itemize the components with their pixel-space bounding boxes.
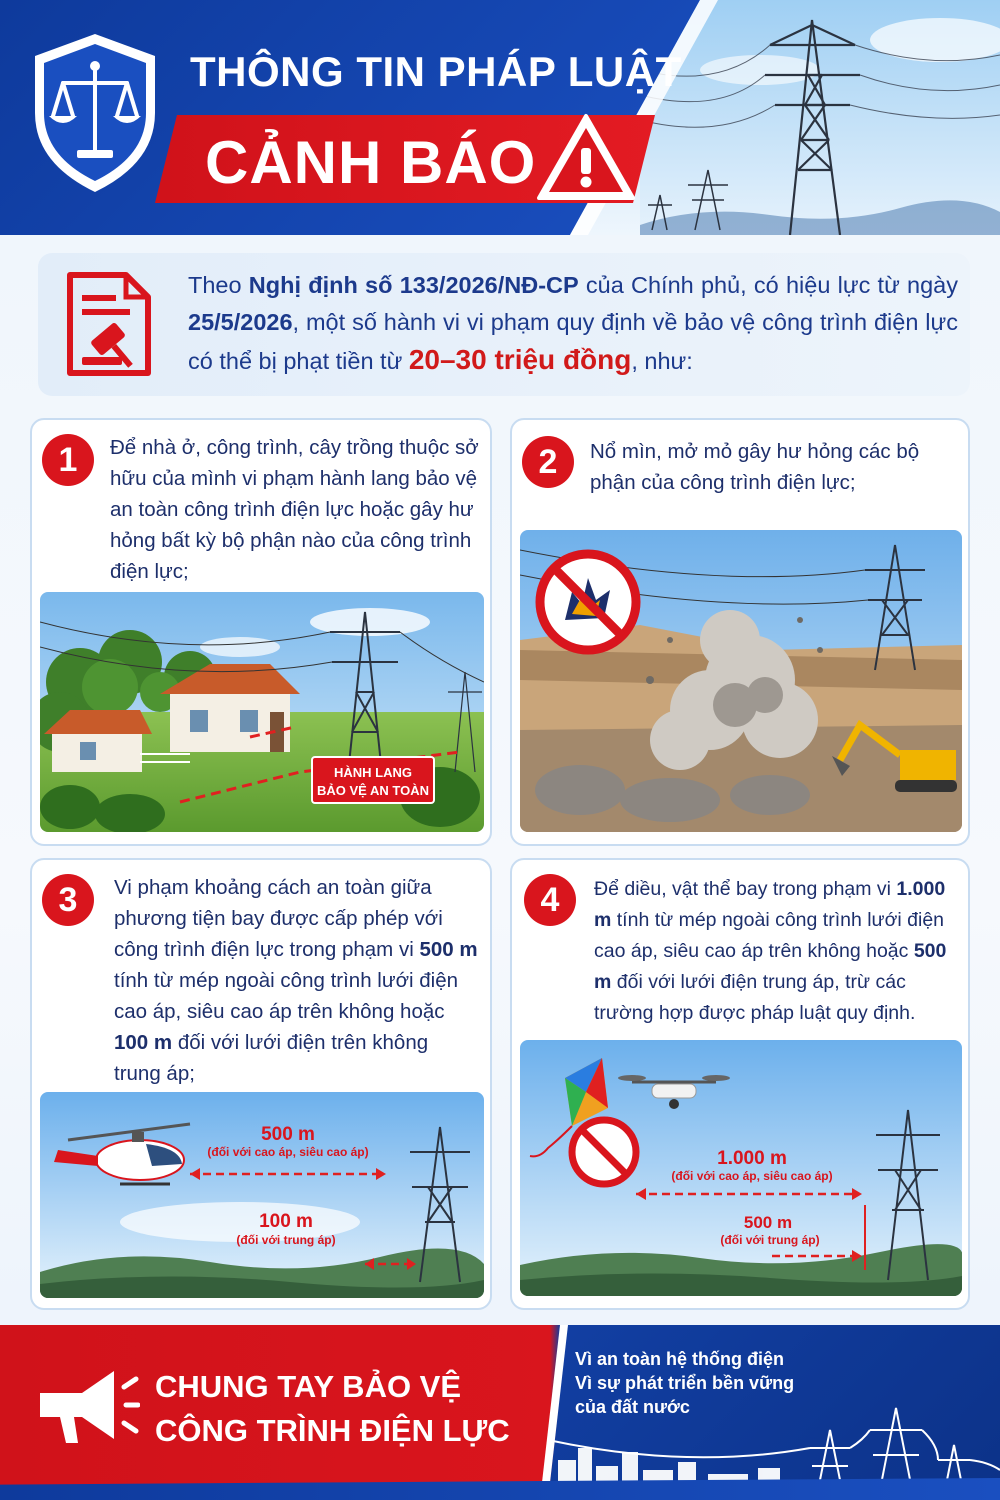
no-flying-icon [572, 1120, 636, 1184]
intro-box [38, 253, 970, 396]
label-500m-note: (đối với trung áp) [720, 1233, 820, 1247]
effective-date: 25/5/2026 [188, 309, 293, 335]
helicopter-distance-illustration [40, 1092, 484, 1298]
distance-mid-voltage: 100 m [114, 1031, 173, 1054]
label-500m: 500 m [743, 1213, 793, 1232]
violation-text-2: Nổ mìn, mở mỏ gây hư hỏng các bộ phận của công trình điện lực; [590, 440, 920, 494]
violation-number-2: 2 [522, 436, 574, 488]
distance-mid-voltage: 500 m [594, 940, 947, 993]
footer-banner [0, 1325, 1000, 1500]
kite-drone-distance-illustration [520, 1040, 962, 1296]
page-title: THÔNG TIN PHÁP LUẬT [190, 48, 682, 95]
house-corridor-illustration [40, 592, 484, 832]
violation-number-1: 1 [42, 434, 94, 486]
corridor-sign-line2: BẢO VỆ AN TOÀN [317, 783, 429, 798]
label-100m: 100 m [259, 1211, 313, 1232]
violation-text-3: Vi phạm khoảng cách an toàn giữa phương tiện bay được cấp phép với công trình điện lực trong phạm vi 500 m tính từ mép ngoài công trình lưới điện cao áp, siêu cao áp trên không hoặc 100 m đối với lưới điện trên không trung áp; [114, 876, 478, 1085]
legal-document-gavel-icon [64, 269, 154, 379]
megaphone-icon [30, 1347, 140, 1457]
scales-of-justice-icon [25, 28, 165, 198]
violation-card-4 [510, 858, 970, 1310]
violation-number-4: 4 [524, 874, 576, 926]
warning-title: CẢNH BÁO [205, 129, 537, 196]
label-100m-note: (đối với trung áp) [236, 1233, 336, 1247]
label-1000m: 1.000 m [717, 1148, 787, 1169]
header-banner [0, 0, 1000, 235]
no-explosion-icon [540, 554, 636, 650]
label-1000m-note: (đối với cao áp, siêu cao áp) [671, 1169, 833, 1183]
distance-high-voltage: 1.000 m [594, 878, 946, 931]
fine-amount: 20–30 triệu đồng [408, 344, 632, 375]
violation-number-3: 3 [42, 874, 94, 926]
footer-call-to-action: CHUNG TAY BẢO VỆ CÔNG TRÌNH ĐIỆN LỰC [155, 1369, 510, 1448]
label-500m: 500 m [261, 1124, 315, 1145]
warning-triangle-icon [535, 112, 637, 204]
decree-number: Nghị định số 133/2026/NĐ-CP [248, 272, 579, 298]
label-500m-note: (đối với cao áp, siêu cao áp) [207, 1145, 369, 1159]
violation-text-1: Để nhà ở, công trình, cây trồng thuộc sở hữu của mình vi phạm hành lang bảo vệ an toàn công trình điện lực hoặc gây hư hỏng bất kỳ bộ phận nào của công trình điện lực; [110, 436, 479, 583]
violation-card-2 [510, 418, 970, 846]
violation-card-3 [30, 858, 492, 1310]
intro-text: Theo Nghị định số 133/2026/NĐ-CP của Chính phủ, có hiệu lực từ ngày 25/5/2026, một số hành vi vi phạm quy định về bảo vệ công trình điện lực có thể bị phạt tiền từ 20–30 triệu đồng, như: [188, 272, 958, 375]
violation-card-1 [30, 418, 492, 846]
distance-high-voltage: 500 m [419, 938, 478, 961]
mining-explosion-illustration [520, 530, 962, 832]
corridor-sign-line1: HÀNH LANG [334, 765, 412, 780]
violation-text-4: Để diều, vật thể bay trong phạm vi 1.000 m tính từ mép ngoài công trình lưới điện cao áp, siêu cao áp trên không hoặc 500 m đối với lưới điện trung áp, trừ các trường hợp được pháp luật quy định. [594, 878, 947, 1024]
footer-slogan: Vì an toàn hệ thống điện Vì sự phát triển bền vững của đất nước [575, 1349, 795, 1417]
